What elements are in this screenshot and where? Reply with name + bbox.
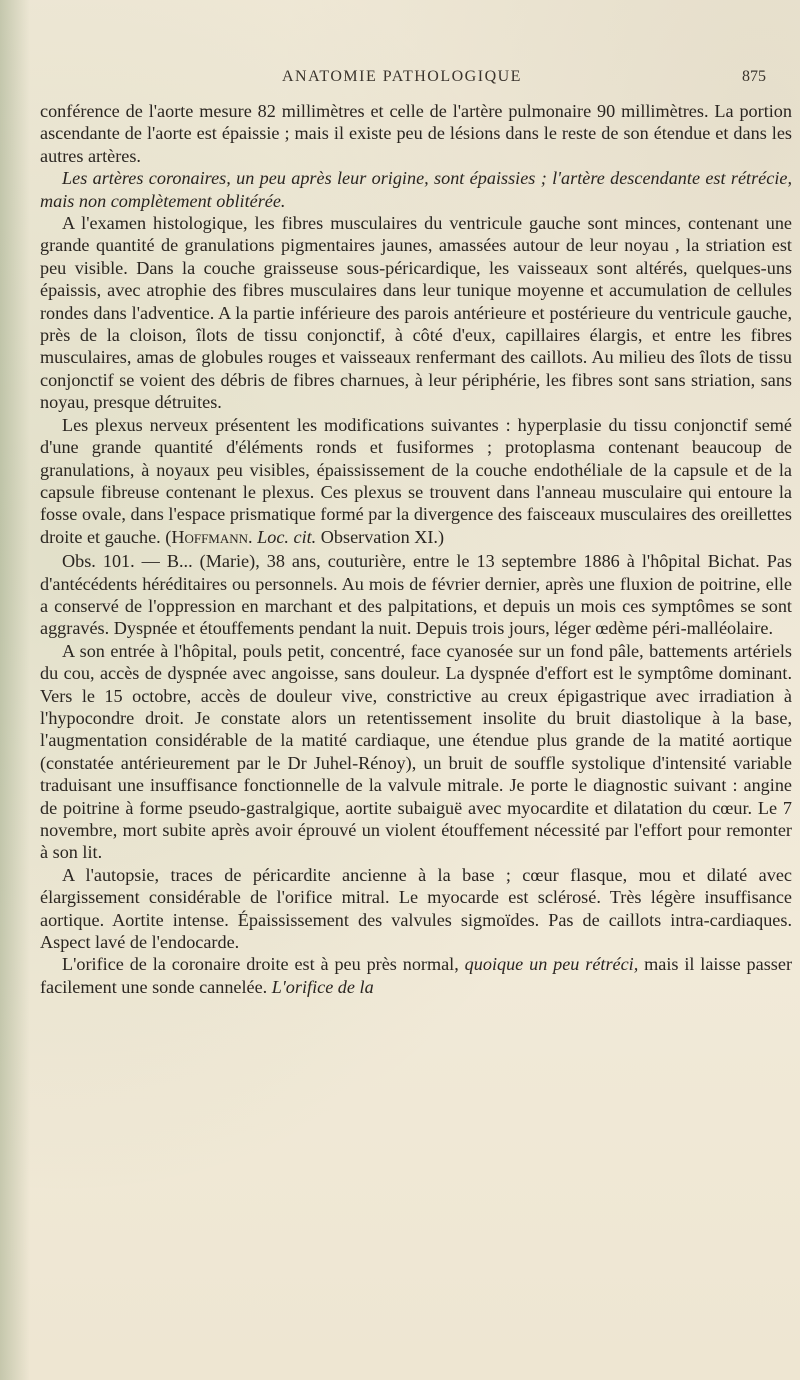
running-header: ANATOMIE PATHOLOGIQUE	[282, 68, 522, 85]
orifice-text-start: L'orifice de la coronaire droite est à peu près normal,	[62, 954, 459, 975]
paragraph-histologie: A l'examen histologique, les fibres musculaires du ventricule gauche sont minces, contenant une grande quantité de granulations pigmentaires jaunes, amassées autour de leur noyau , la striation est peu visible. Dans la couche graisseuse sous-péricardique, les vaisseaux sont altérés, quelques-uns épaissis, avec atrophie des fibres musculaires dans leur tunique moyenne et accumulation de cellules rondes dans l'adventice. A la partie inférieure des parois antérieure et postérieure du ventricule gauche, près de la cloison, îlots de tissu conjonctif, à côté d'eux, capillaires élargis, et entre les fibres musculaires, amas de globules rouges et vaisseaux renfermant des caillots. Au milieu des îlots de tissu conjonctif se voient des débris de fibres charnues, à leur périphérie, les fibres sont sans striation, sans noyau, presque détruites.	[40, 213, 792, 413]
orifice-text-mid: mais il laisse passer facilement une sonde cannelée.	[40, 954, 793, 997]
plexus-text: Les plexus nerveux présentent les modifications suivantes : hyperplasie du tissu conjonctif semé d'une grande quantité d'éléments ronds et fusiformes ; protoplasma contenant beaucoup de granulations, à noyaux peu visibles, épaississement de la couche endothéliale de la capsule et de la capsule fibreuse contenant le plexus. Ces plexus se trouvent dans l'anneau musculaire qui entoure la fosse ovale, dans l'espace prismatique formé par la divergence des faisceaux musculaires des oreillettes droite et gauche.	[40, 414, 792, 547]
paragraph-orifice	[40, 953, 792, 998]
reference-work: Loc. cit.	[257, 526, 317, 547]
paragraph-entree-hopital: A son entrée à l'hôpital, pouls petit, concentré, face cyanosée sur un fond pâle, battements artériels du cou, accès de dyspnée avec angoisse, sans douleur. La dyspnée d'effort est le symptôme dominant. Vers le 15 octobre, accès de douleur vive, constrictive au creux épigastrique avec irradiation à l'hypocondre droit. Je constate alors un retentissement insolite du bruit diastolique à la base, l'augmentation considérable de la matité cardiaque, une étendue plus grande de la matité aortique (constatée antérieurement par le Dr Juhel-Rénoy), un bruit de souffle systolique d'intensité variable traduisant une insuffisance fonctionnelle de la valvule mitrale. Je porte le diagnostic suivant : angine de poitrine à forme pseudo-gastralgique, aortite subaiguë avec myocardite et dilatation du cœur. Le 7 novembre, mort subite après avoir éprouvé un violent étouffement nécessité par l'effort pour remonter à son lit.	[40, 640, 792, 863]
paragraph-observation-101: Obs. 101. — B... (Marie), 38 ans, couturière, entre le 13 septembre 1886 à l'hôpital Bichat. Pas d'antécédents héréditaires ou personnels. Au mois de février dernier, après une fluxion de poitrine, elle a conservé de l'oppression en marchant et des palpitations, et depuis un mois ces symptômes se sont aggravés. Dyspnée et étouffements pendant la nuit. Depuis trois jours, léger œdème péri-malléolaire.	[40, 551, 792, 639]
body-text	[40, 100, 792, 998]
paragraph-coronaires	[40, 167, 792, 212]
orifice-italic-2: L'orifice de la	[271, 976, 374, 997]
reference-observation: Observation XI.)	[320, 526, 445, 547]
paragraph-plexus: Les plexus nerveux présentent les modifications suivantes : hyperplasie du tissu conjonctif semé d'une grande quantité d'éléments ronds et fusiformes ; protoplasma contenant beaucoup de granulations, à noyaux peu visibles, épaississement de la couche endothéliale de la capsule et de la capsule fibreuse contenant le plexus. Ces plexus se trouvent dans l'anneau musculaire qui entoure la fosse ovale, dans l'espace prismatique formé par la divergence des faisceaux musculaires des oreillettes droite et gauche. (Hoffmann. Loc. cit. Observation XI.)	[40, 414, 792, 547]
page-edge-shadow	[0, 0, 30, 1380]
paragraph-aorte: conférence de l'aorte mesure 82 millimètres et celle de l'artère pulmonaire 90 millimètres. La portion ascendante de l'aorte est épaissie ; mais il existe peu de lésions dans le reste de son étendue et dans les autres artères.	[40, 101, 792, 166]
paragraph-autopsie: A l'autopsie, traces de péricardite ancienne à la base ; cœur flasque, mou et dilaté avec élargissement considérable de l'orifice mitral. Le myocarde est sclérosé. Très légère insuffisance aortique. Aortite intense. Épaississement des valvules sigmoïdes. Pas de caillots intra-cardiaques. Aspect lavé de l'endocarde.	[40, 864, 792, 953]
orifice-italic-1: quoique un peu rétréci,	[464, 954, 639, 975]
italic-coronaires: Les artères coronaires, un peu après leur origine, sont épaissies ; l'artère descendante est rétrécie, mais non complètement oblitérée.	[40, 168, 792, 211]
reference-author: Hoffmann.	[171, 526, 253, 547]
page-number: 875	[742, 68, 766, 85]
